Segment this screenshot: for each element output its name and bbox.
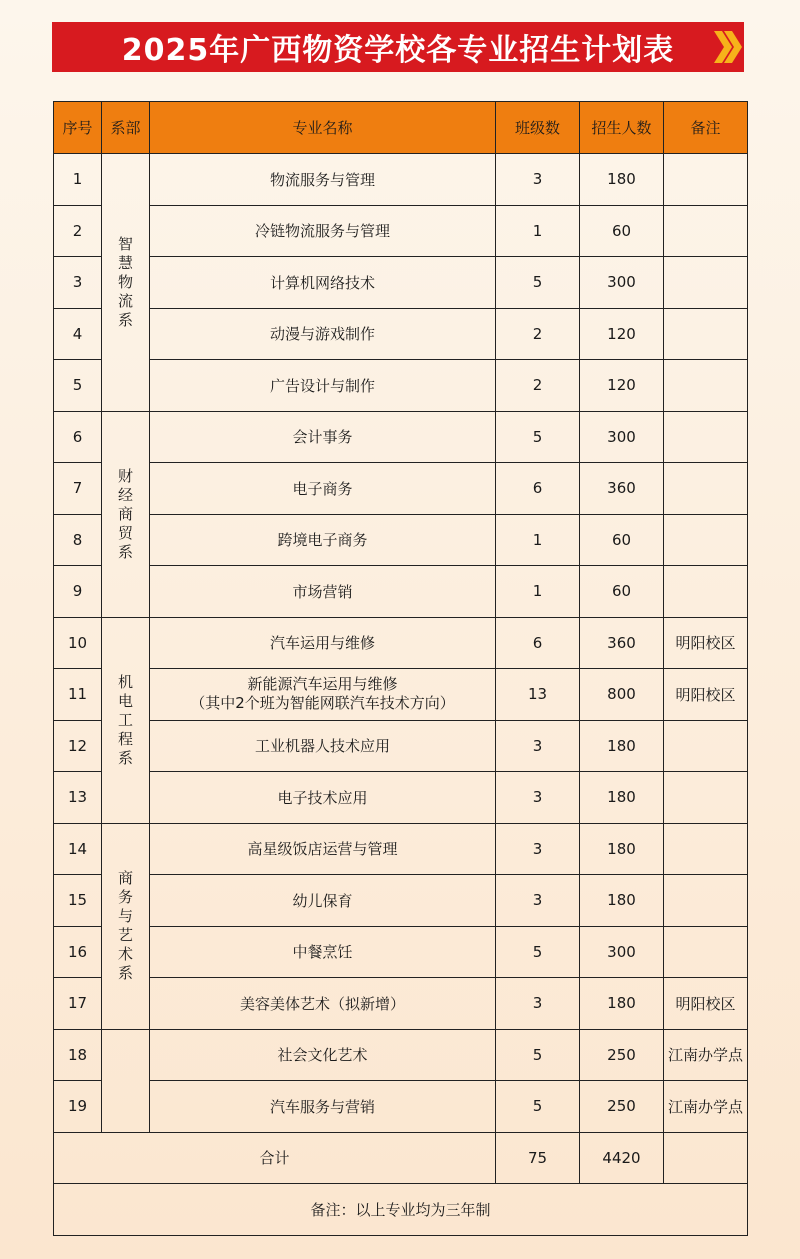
footnote: 备注：以上专业均为三年制 (54, 1184, 748, 1236)
remark: 江南办学点 (664, 1081, 748, 1133)
row-no: 15 (54, 875, 102, 927)
table-row (54, 566, 748, 618)
header-no: 序号 (54, 102, 102, 154)
header-dept: 系部 (102, 102, 150, 154)
major-name: 社会文化艺术 (150, 1029, 496, 1081)
major-name: 汽车服务与营销 (150, 1081, 496, 1133)
student-count: 180 (580, 720, 664, 772)
class-count: 2 (496, 308, 580, 360)
dept-cell (102, 154, 150, 412)
student-count: 300 (580, 926, 664, 978)
row-no: 10 (54, 617, 102, 669)
dept-cell (102, 617, 150, 823)
class-count: 3 (496, 823, 580, 875)
major-name: 汽车运用与维修 (150, 617, 496, 669)
major-name-line2: （其中2个班为智能网联汽车技术方向） (190, 694, 455, 713)
student-count: 800 (580, 669, 664, 721)
dept-label: 财经商贸系 (117, 466, 133, 561)
student-count: 180 (580, 875, 664, 927)
table-row (54, 823, 748, 875)
row-no: 19 (54, 1081, 102, 1133)
table-row (54, 978, 748, 1030)
major-name: 幼儿保育 (150, 875, 496, 927)
remark (664, 205, 748, 257)
remark (664, 772, 748, 824)
class-count: 5 (496, 1081, 580, 1133)
table-row (54, 617, 748, 669)
total-row (54, 1132, 748, 1184)
student-count: 60 (580, 514, 664, 566)
remark (664, 566, 748, 618)
class-count: 6 (496, 463, 580, 515)
remark (664, 720, 748, 772)
header-classes: 班级数 (496, 102, 580, 154)
table-row (54, 1081, 748, 1133)
remark (664, 875, 748, 927)
major-name: 中餐烹饪 (150, 926, 496, 978)
class-count: 3 (496, 772, 580, 824)
page-title: 2025年广西物资学校各专业招生计划表 (121, 33, 675, 68)
table-row (54, 205, 748, 257)
class-count: 3 (496, 875, 580, 927)
enrollment-plan-table (53, 101, 748, 1236)
table-row (54, 411, 748, 463)
major-name (150, 669, 496, 721)
table-row (54, 308, 748, 360)
major-name: 计算机网络技术 (150, 257, 496, 309)
chevron-arrows-icon (712, 22, 742, 72)
class-count: 5 (496, 257, 580, 309)
class-count: 5 (496, 1029, 580, 1081)
table-row (54, 875, 748, 927)
row-no: 6 (54, 411, 102, 463)
remark: 明阳校区 (664, 978, 748, 1030)
header-major: 专业名称 (150, 102, 496, 154)
dept-label: 机电工程系 (117, 672, 133, 767)
class-count: 5 (496, 926, 580, 978)
major-name: 电子商务 (150, 463, 496, 515)
table-row (54, 514, 748, 566)
student-count: 360 (580, 617, 664, 669)
remark: 明阳校区 (664, 669, 748, 721)
dept-cell (102, 823, 150, 1029)
row-no: 2 (54, 205, 102, 257)
table-row (54, 669, 748, 721)
class-count: 6 (496, 617, 580, 669)
table-row (54, 1029, 748, 1081)
total-label: 合计 (54, 1132, 496, 1184)
student-count: 180 (580, 978, 664, 1030)
row-no: 17 (54, 978, 102, 1030)
remark: 明阳校区 (664, 617, 748, 669)
major-name: 会计事务 (150, 411, 496, 463)
table-row (54, 720, 748, 772)
student-count: 120 (580, 308, 664, 360)
remark (664, 926, 748, 978)
student-count: 250 (580, 1029, 664, 1081)
class-count: 1 (496, 205, 580, 257)
row-no: 12 (54, 720, 102, 772)
row-no: 11 (54, 669, 102, 721)
major-name: 美容美体艺术（拟新增） (150, 978, 496, 1030)
student-count: 300 (580, 257, 664, 309)
dept-label: 商务与艺术系 (117, 869, 133, 982)
major-name: 工业机器人技术应用 (150, 720, 496, 772)
student-count: 60 (580, 566, 664, 618)
row-no: 1 (54, 154, 102, 206)
class-count: 2 (496, 360, 580, 412)
row-no: 4 (54, 308, 102, 360)
student-count: 60 (580, 205, 664, 257)
student-count: 180 (580, 154, 664, 206)
major-name: 跨境电子商务 (150, 514, 496, 566)
major-name: 市场营销 (150, 566, 496, 618)
total-remark (664, 1132, 748, 1184)
table-row (54, 257, 748, 309)
remark (664, 411, 748, 463)
table-row (54, 360, 748, 412)
header-students: 招生人数 (580, 102, 664, 154)
title-banner (52, 22, 744, 72)
student-count: 300 (580, 411, 664, 463)
dept-cell-empty (102, 1029, 150, 1132)
table-row (54, 154, 748, 206)
major-name: 冷链物流服务与管理 (150, 205, 496, 257)
major-name: 物流服务与管理 (150, 154, 496, 206)
remark (664, 257, 748, 309)
remark (664, 823, 748, 875)
student-count: 250 (580, 1081, 664, 1133)
remark (664, 463, 748, 515)
class-count: 3 (496, 978, 580, 1030)
table-row (54, 463, 748, 515)
total-students: 4420 (580, 1132, 664, 1184)
row-no: 3 (54, 257, 102, 309)
remark (664, 308, 748, 360)
student-count: 180 (580, 772, 664, 824)
class-count: 1 (496, 566, 580, 618)
student-count: 360 (580, 463, 664, 515)
total-classes: 75 (496, 1132, 580, 1184)
remark (664, 360, 748, 412)
remark (664, 154, 748, 206)
table-header-row (54, 102, 748, 154)
row-no: 5 (54, 360, 102, 412)
class-count: 5 (496, 411, 580, 463)
row-no: 7 (54, 463, 102, 515)
class-count: 13 (496, 669, 580, 721)
major-name: 动漫与游戏制作 (150, 308, 496, 360)
row-no: 14 (54, 823, 102, 875)
header-remark: 备注 (664, 102, 748, 154)
remark (664, 514, 748, 566)
major-name-line1: 新能源汽车运用与维修 (247, 675, 398, 694)
remark: 江南办学点 (664, 1029, 748, 1081)
student-count: 180 (580, 823, 664, 875)
note-row (54, 1184, 748, 1236)
row-no: 18 (54, 1029, 102, 1081)
dept-label: 智慧物流系 (117, 234, 133, 329)
class-count: 3 (496, 720, 580, 772)
row-no: 13 (54, 772, 102, 824)
dept-cell (102, 411, 150, 617)
major-name: 广告设计与制作 (150, 360, 496, 412)
table-row (54, 772, 748, 824)
class-count: 3 (496, 154, 580, 206)
row-no: 16 (54, 926, 102, 978)
major-name: 高星级饭店运营与管理 (150, 823, 496, 875)
table-row (54, 926, 748, 978)
class-count: 1 (496, 514, 580, 566)
row-no: 8 (54, 514, 102, 566)
major-name: 电子技术应用 (150, 772, 496, 824)
row-no: 9 (54, 566, 102, 618)
student-count: 120 (580, 360, 664, 412)
